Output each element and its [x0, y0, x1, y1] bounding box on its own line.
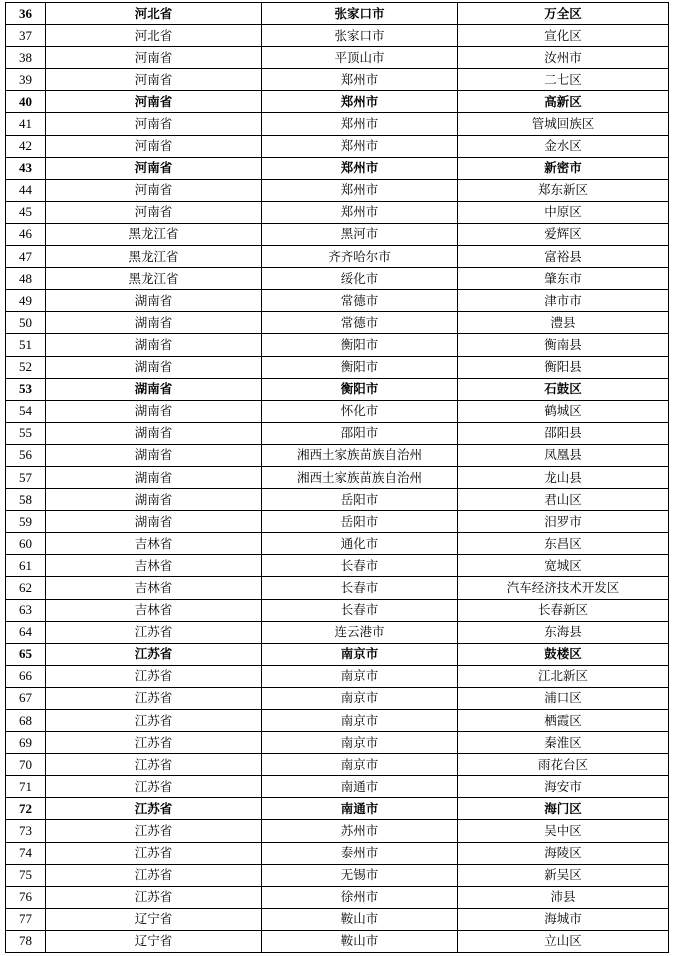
district-cell: 东昌区 — [458, 533, 669, 555]
city-cell: 连云港市 — [262, 621, 458, 643]
district-cell: 二七区 — [458, 69, 669, 91]
city-cell: 鞍山市 — [262, 930, 458, 952]
province-cell: 河南省 — [46, 91, 262, 113]
table-row — [6, 643, 669, 665]
table-row — [6, 820, 669, 842]
row-number-cell: 65 — [6, 643, 46, 665]
table-row — [6, 179, 669, 201]
city-cell: 郑州市 — [262, 91, 458, 113]
district-cell: 海城市 — [458, 908, 669, 930]
row-number-cell: 40 — [6, 91, 46, 113]
city-cell: 长春市 — [262, 599, 458, 621]
row-number-cell: 53 — [6, 378, 46, 400]
table-row — [6, 732, 669, 754]
district-cell: 立山区 — [458, 930, 669, 952]
district-cell: 鹤城区 — [458, 400, 669, 422]
row-number-cell: 72 — [6, 798, 46, 820]
district-cell: 肇东市 — [458, 268, 669, 290]
row-number-cell: 60 — [6, 533, 46, 555]
region-table — [5, 2, 669, 953]
row-number-cell: 51 — [6, 334, 46, 356]
table-row — [6, 776, 669, 798]
province-cell: 江苏省 — [46, 864, 262, 886]
district-cell: 秦淮区 — [458, 732, 669, 754]
province-cell: 湖南省 — [46, 489, 262, 511]
province-cell: 湖南省 — [46, 334, 262, 356]
city-cell: 长春市 — [262, 577, 458, 599]
district-cell: 金水区 — [458, 135, 669, 157]
row-number-cell: 70 — [6, 754, 46, 776]
province-cell: 江苏省 — [46, 776, 262, 798]
city-cell: 南京市 — [262, 754, 458, 776]
row-number-cell: 68 — [6, 710, 46, 732]
province-cell: 湖南省 — [46, 312, 262, 334]
district-cell: 爱辉区 — [458, 223, 669, 245]
row-number-cell: 58 — [6, 489, 46, 511]
province-cell: 河南省 — [46, 69, 262, 91]
province-cell: 湖南省 — [46, 511, 262, 533]
table-row — [6, 533, 669, 555]
province-cell: 河南省 — [46, 157, 262, 179]
city-cell: 南通市 — [262, 776, 458, 798]
city-cell: 南京市 — [262, 665, 458, 687]
table-row — [6, 334, 669, 356]
province-cell: 河南省 — [46, 135, 262, 157]
province-cell: 河北省 — [46, 25, 262, 47]
city-cell: 南京市 — [262, 643, 458, 665]
district-cell: 凤凰县 — [458, 444, 669, 466]
province-cell: 吉林省 — [46, 599, 262, 621]
row-number-cell: 36 — [6, 3, 46, 25]
district-cell: 石鼓区 — [458, 378, 669, 400]
row-number-cell: 43 — [6, 157, 46, 179]
district-cell: 海安市 — [458, 776, 669, 798]
row-number-cell: 78 — [6, 930, 46, 952]
district-cell: 澧县 — [458, 312, 669, 334]
district-cell: 栖霞区 — [458, 710, 669, 732]
row-number-cell: 38 — [6, 47, 46, 69]
district-cell: 津市市 — [458, 290, 669, 312]
district-cell: 汝州市 — [458, 47, 669, 69]
district-cell: 郑东新区 — [458, 179, 669, 201]
city-cell: 郑州市 — [262, 69, 458, 91]
row-number-cell: 76 — [6, 886, 46, 908]
province-cell: 湖南省 — [46, 400, 262, 422]
table-row — [6, 930, 669, 952]
district-cell: 富裕县 — [458, 246, 669, 268]
district-cell: 君山区 — [458, 489, 669, 511]
city-cell: 张家口市 — [262, 3, 458, 25]
province-cell: 吉林省 — [46, 577, 262, 599]
row-number-cell: 44 — [6, 179, 46, 201]
city-cell: 郑州市 — [262, 179, 458, 201]
province-cell: 湖南省 — [46, 444, 262, 466]
row-number-cell: 52 — [6, 356, 46, 378]
row-number-cell: 73 — [6, 820, 46, 842]
row-number-cell: 66 — [6, 665, 46, 687]
province-cell: 黑龙江省 — [46, 246, 262, 268]
district-cell: 吴中区 — [458, 820, 669, 842]
table-row — [6, 754, 669, 776]
table-row — [6, 91, 669, 113]
province-cell: 湖南省 — [46, 466, 262, 488]
table-row — [6, 400, 669, 422]
province-cell: 湖南省 — [46, 422, 262, 444]
city-cell: 衡阳市 — [262, 356, 458, 378]
province-cell: 江苏省 — [46, 842, 262, 864]
row-number-cell: 39 — [6, 69, 46, 91]
province-cell: 黑龙江省 — [46, 223, 262, 245]
row-number-cell: 50 — [6, 312, 46, 334]
table-row — [6, 246, 669, 268]
city-cell: 张家口市 — [262, 25, 458, 47]
table-row — [6, 599, 669, 621]
district-cell: 汨罗市 — [458, 511, 669, 533]
table-row — [6, 798, 669, 820]
city-cell: 绥化市 — [262, 268, 458, 290]
row-number-cell: 74 — [6, 842, 46, 864]
province-cell: 辽宁省 — [46, 930, 262, 952]
table-row — [6, 489, 669, 511]
city-cell: 湘西土家族苗族自治州 — [262, 444, 458, 466]
province-cell: 河南省 — [46, 201, 262, 223]
province-cell: 湖南省 — [46, 378, 262, 400]
table-row — [6, 69, 669, 91]
province-cell: 江苏省 — [46, 886, 262, 908]
table-row — [6, 268, 669, 290]
table-row — [6, 223, 669, 245]
table-row — [6, 444, 669, 466]
row-number-cell: 54 — [6, 400, 46, 422]
city-cell: 郑州市 — [262, 135, 458, 157]
city-cell: 常德市 — [262, 312, 458, 334]
city-cell: 常德市 — [262, 290, 458, 312]
row-number-cell: 55 — [6, 422, 46, 444]
table-row — [6, 864, 669, 886]
row-number-cell: 42 — [6, 135, 46, 157]
district-cell: 沛县 — [458, 886, 669, 908]
table-row — [6, 290, 669, 312]
table-row — [6, 577, 669, 599]
district-cell: 龙山县 — [458, 466, 669, 488]
row-number-cell: 69 — [6, 732, 46, 754]
row-number-cell: 47 — [6, 246, 46, 268]
district-cell: 东海县 — [458, 621, 669, 643]
province-cell: 河南省 — [46, 113, 262, 135]
row-number-cell: 57 — [6, 466, 46, 488]
table-row — [6, 25, 669, 47]
city-cell: 郑州市 — [262, 157, 458, 179]
table-row — [6, 3, 669, 25]
table-row — [6, 157, 669, 179]
province-cell: 吉林省 — [46, 533, 262, 555]
row-number-cell: 49 — [6, 290, 46, 312]
city-cell: 南京市 — [262, 687, 458, 709]
table-row — [6, 886, 669, 908]
province-cell: 黑龙江省 — [46, 268, 262, 290]
district-cell: 浦口区 — [458, 687, 669, 709]
table-row — [6, 378, 669, 400]
province-cell: 河北省 — [46, 3, 262, 25]
row-number-cell: 37 — [6, 25, 46, 47]
table-row — [6, 356, 669, 378]
province-cell: 江苏省 — [46, 710, 262, 732]
table-row — [6, 710, 669, 732]
province-cell: 江苏省 — [46, 820, 262, 842]
city-cell: 岳阳市 — [262, 489, 458, 511]
district-cell: 汽车经济技术开发区 — [458, 577, 669, 599]
city-cell: 通化市 — [262, 533, 458, 555]
table-row — [6, 621, 669, 643]
city-cell: 齐齐哈尔市 — [262, 246, 458, 268]
district-cell: 海陵区 — [458, 842, 669, 864]
city-cell: 平顶山市 — [262, 47, 458, 69]
province-cell: 湖南省 — [46, 290, 262, 312]
province-cell: 江苏省 — [46, 665, 262, 687]
district-cell: 高新区 — [458, 91, 669, 113]
table-row — [6, 312, 669, 334]
table-row — [6, 687, 669, 709]
city-cell: 南京市 — [262, 710, 458, 732]
district-cell: 衡南县 — [458, 334, 669, 356]
city-cell: 鞍山市 — [262, 908, 458, 930]
city-cell: 无锡市 — [262, 864, 458, 886]
province-cell: 江苏省 — [46, 798, 262, 820]
district-cell: 衡阳县 — [458, 356, 669, 378]
province-cell: 河南省 — [46, 47, 262, 69]
city-cell: 苏州市 — [262, 820, 458, 842]
row-number-cell: 67 — [6, 687, 46, 709]
table-row — [6, 47, 669, 69]
row-number-cell: 56 — [6, 444, 46, 466]
table-row — [6, 466, 669, 488]
province-cell: 河南省 — [46, 179, 262, 201]
row-number-cell: 71 — [6, 776, 46, 798]
city-cell: 长春市 — [262, 555, 458, 577]
city-cell: 郑州市 — [262, 201, 458, 223]
table-row — [6, 135, 669, 157]
city-cell: 徐州市 — [262, 886, 458, 908]
district-cell: 管城回族区 — [458, 113, 669, 135]
row-number-cell: 64 — [6, 621, 46, 643]
province-cell: 江苏省 — [46, 687, 262, 709]
city-cell: 泰州市 — [262, 842, 458, 864]
district-cell: 鼓楼区 — [458, 643, 669, 665]
row-number-cell: 48 — [6, 268, 46, 290]
table-row — [6, 665, 669, 687]
city-cell: 南京市 — [262, 732, 458, 754]
province-cell: 江苏省 — [46, 621, 262, 643]
row-number-cell: 41 — [6, 113, 46, 135]
district-cell: 江北新区 — [458, 665, 669, 687]
row-number-cell: 45 — [6, 201, 46, 223]
row-number-cell: 63 — [6, 599, 46, 621]
city-cell: 郑州市 — [262, 113, 458, 135]
row-number-cell: 77 — [6, 908, 46, 930]
table-row — [6, 113, 669, 135]
city-cell: 南通市 — [262, 798, 458, 820]
city-cell: 衡阳市 — [262, 378, 458, 400]
table-row — [6, 842, 669, 864]
city-cell: 湘西土家族苗族自治州 — [262, 466, 458, 488]
table-row — [6, 511, 669, 533]
row-number-cell: 46 — [6, 223, 46, 245]
district-cell: 邵阳县 — [458, 422, 669, 444]
district-cell: 海门区 — [458, 798, 669, 820]
district-cell: 宽城区 — [458, 555, 669, 577]
province-cell: 辽宁省 — [46, 908, 262, 930]
table-row — [6, 908, 669, 930]
district-cell: 新密市 — [458, 157, 669, 179]
row-number-cell: 75 — [6, 864, 46, 886]
district-cell: 新吴区 — [458, 864, 669, 886]
district-cell: 中原区 — [458, 201, 669, 223]
city-cell: 岳阳市 — [262, 511, 458, 533]
district-cell: 万全区 — [458, 3, 669, 25]
table-row — [6, 422, 669, 444]
row-number-cell: 61 — [6, 555, 46, 577]
district-cell: 宣化区 — [458, 25, 669, 47]
row-number-cell: 62 — [6, 577, 46, 599]
table-body — [6, 3, 669, 953]
district-cell: 长春新区 — [458, 599, 669, 621]
table-row — [6, 201, 669, 223]
province-cell: 江苏省 — [46, 754, 262, 776]
province-cell: 湖南省 — [46, 356, 262, 378]
province-cell: 江苏省 — [46, 732, 262, 754]
city-cell: 邵阳市 — [262, 422, 458, 444]
city-cell: 黑河市 — [262, 223, 458, 245]
province-cell: 吉林省 — [46, 555, 262, 577]
table-row — [6, 555, 669, 577]
province-cell: 江苏省 — [46, 643, 262, 665]
city-cell: 衡阳市 — [262, 334, 458, 356]
district-cell: 雨花台区 — [458, 754, 669, 776]
city-cell: 怀化市 — [262, 400, 458, 422]
row-number-cell: 59 — [6, 511, 46, 533]
